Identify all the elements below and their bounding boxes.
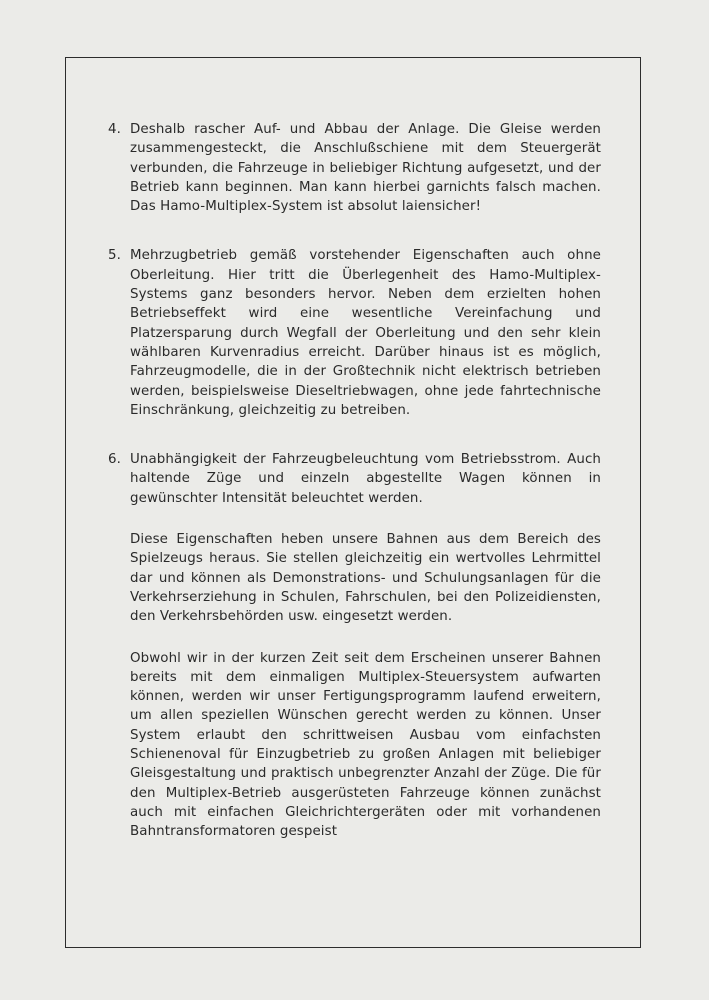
body-paragraph-system: Obwohl wir in der kurzen Zeit seit dem Erscheinen unserer Bahnen bereits mit dem einmaligen Multiplex-Steuersystem aufwarten können, werden wir unser Fertigungsprogramm laufend erweitern, um allen speziellen Wünschen gerecht werden zu können. Unser System erlaubt den schrittweisen Ausbau vom einfachsten Schienenoval für Einzugbetrieb zu großen Anlagen mit beliebiger Gleisgestaltung und praktisch unbegrenzter Anzahl der Züge. Die für den Multiplex-Betrieb ausgerüsteten Fahrzeuge können zunächst auch mit einfachen Gleichrichtergeräten oder mit vorhandenen Bahntransformatoren gespeist [130,650,601,840]
list-item-text: Deshalb rascher Auf- und Abbau der Anlage. Die Gleise werden zusammengesteckt, die Anschlußschiene mit dem Steuergerät verbunden, die Fahrzeuge in beliebiger Richtung aufgesetzt, und der Betrieb kann beginnen. Man kann hierbei garnichts falsch machen. Das Hamo-Multiplex-System ist absolut laiensicher! [130,122,601,215]
list-item-number: 5. [108,248,121,264]
list-item-text: Unabhängigkeit der Fahrzeugbeleuchtung vom Betriebsstrom. Auch haltende Züge und einzeln abgestellte Wagen können in gewünschter Intensität beleuchtet werden. [130,452,601,506]
list-item-5 [108,246,601,420]
list-item-4 [108,120,601,216]
list-item-number: 4. [108,122,121,137]
list-item-number: 6. [108,452,121,468]
list-item-text: Mehrzugbetrieb gemäß vorstehender Eigenschaften auch ohne Oberleitung. Hier tritt die Überlegenheit des Hamo-Multiplex-Systems ganz besonders hervor. Neben dem erzielten hohen Betriebseffekt wird eine wesentliche Vereinfachung und Platzersparung durch Wegfall der Oberleitung und den sehr klein wählbaren Kurvenradius erreicht. Darüber hinaus ist es möglich, Fahrzeugmodelle, die in der Großtechnik nicht elektrisch betrieben werden, beispielsweise Dieseltriebwagen, ohne jede fahrtechnische Einschränkung, gleichzeitig zu betreiben. [130,248,601,418]
body-paragraph-properties: Diese Eigenschaften heben unsere Bahnen aus dem Bereich des Spielzeugs heraus. Sie stellen gleichzeitig ein wertvolles Lehrmittel dar und können als Demonstrations- und Schulungsanlagen für die Verkehrserziehung in Schulen, Fahrschulen, bei den Polizeidiensten, den Verkehrsbehörden usw. eingesetzt werden. [130,532,601,625]
document-body [108,120,601,842]
list-item-6 [108,450,601,508]
